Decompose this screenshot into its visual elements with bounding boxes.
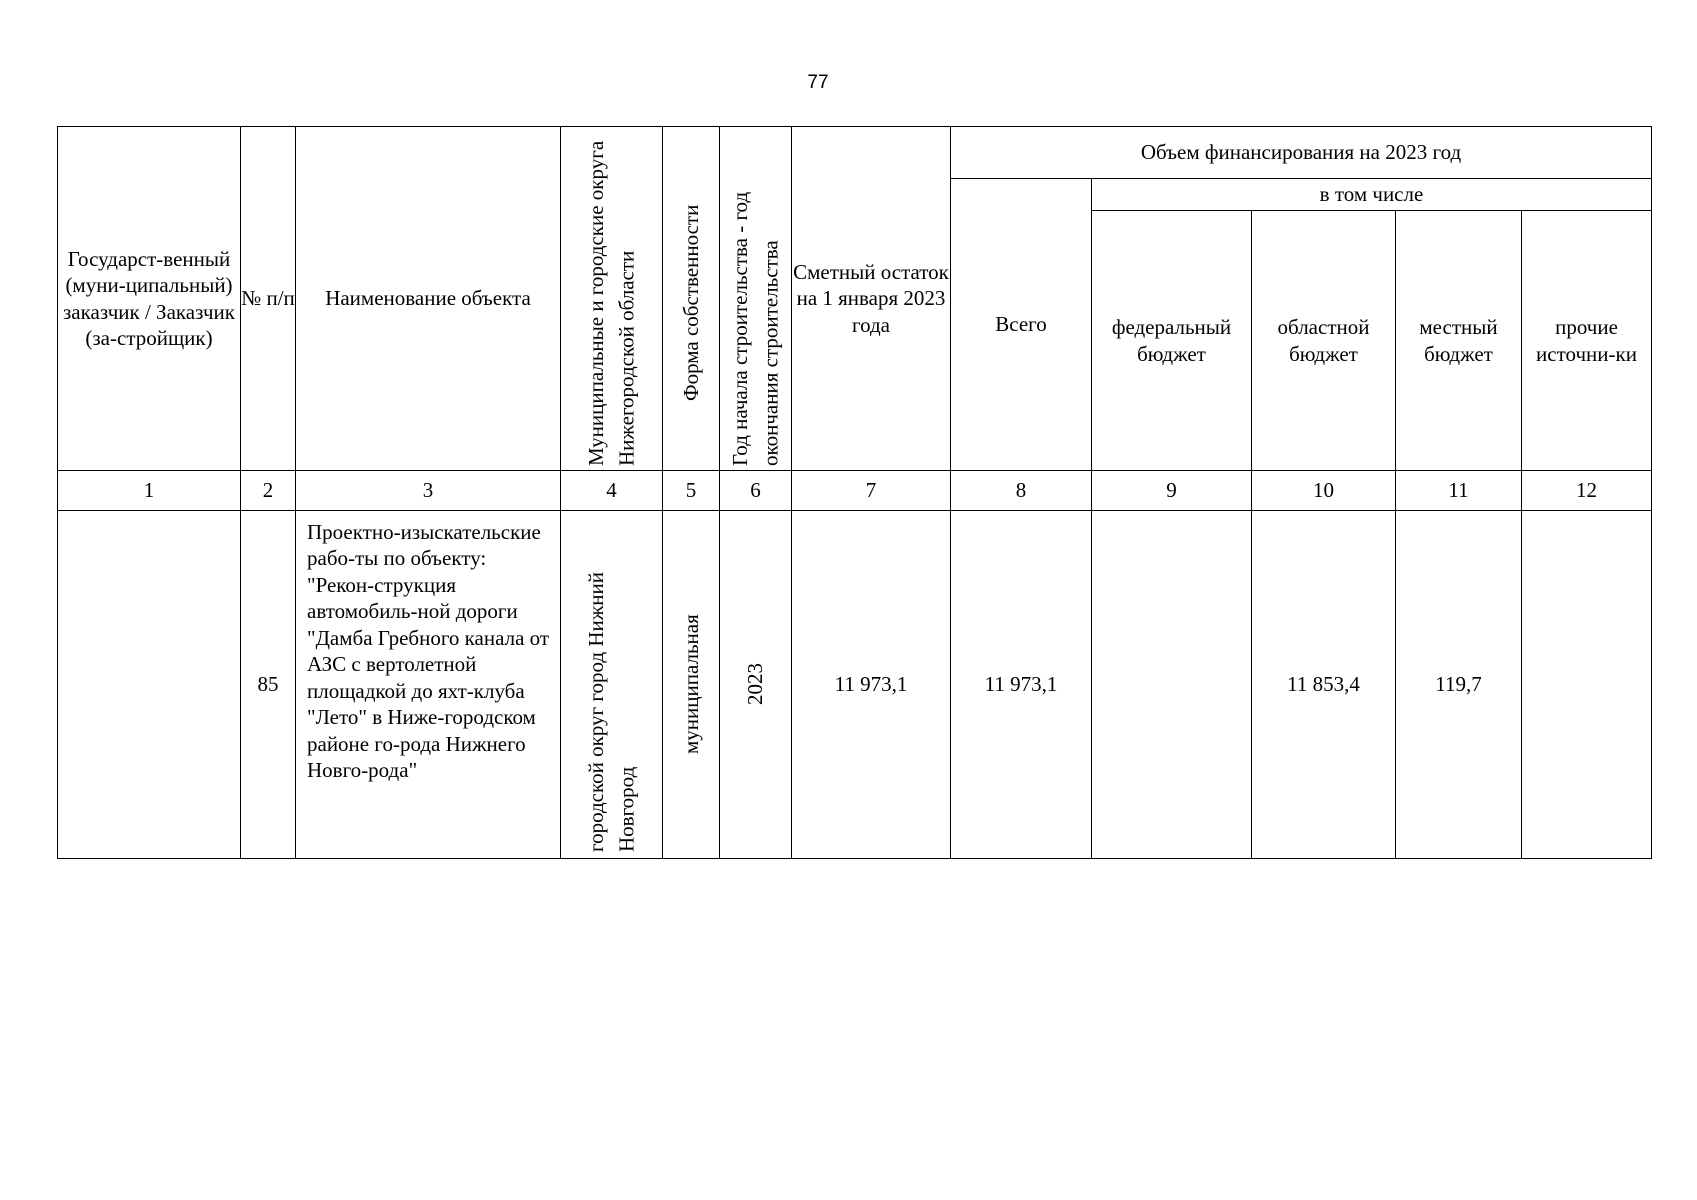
header-local: местный бюджет [1396, 211, 1522, 471]
column-number-2: 2 [241, 471, 296, 511]
header-estimated-balance: Сметный остаток на 1 января 2023 года [792, 127, 951, 471]
row-number: 85 [241, 511, 296, 859]
row-customer [58, 511, 241, 859]
row-total: 11 973,1 [951, 511, 1092, 859]
column-number-10: 10 [1252, 471, 1396, 511]
column-number-4: 4 [561, 471, 663, 511]
column-number-11: 11 [1396, 471, 1522, 511]
column-number-12: 12 [1522, 471, 1652, 511]
header-total: Всего [951, 179, 1092, 471]
header-row-1 [58, 127, 1652, 179]
page-number: 77 [807, 72, 829, 93]
column-number-5: 5 [663, 471, 720, 511]
table-row [58, 511, 1652, 859]
header-federal: федеральный бюджет [1092, 211, 1252, 471]
header-object-name: Наименование объекта [296, 127, 561, 471]
row-ownership-cell [663, 511, 720, 859]
row-municipality-cell [561, 511, 663, 859]
header-customer: Государст-венный (муни-ципальный) заказчик / Заказчик (за-стройщик) [58, 127, 241, 471]
header-years: Год начала строительства - год окончания строительства [728, 191, 783, 466]
header-regional: областной бюджет [1252, 211, 1396, 471]
row-object-name: Проектно-изыскательские рабо-ты по объекту: "Рекон-струкция автомобиль-ной дороги "Дамба Гребного канала от АЗС с вертолетной площадкой до яхт-клуба "Лето" в Ниже-городском районе го-рода Нижнего Новго-рода" [296, 511, 561, 859]
row-local: 119,7 [1396, 511, 1522, 859]
column-number-1: 1 [58, 471, 241, 511]
column-number-6: 6 [720, 471, 792, 511]
row-municipality: городской округ город Нижний Новгород [584, 572, 639, 852]
column-number-row [58, 471, 1652, 511]
column-number-8: 8 [951, 471, 1092, 511]
header-including: в том числе [1092, 179, 1652, 211]
header-municipality-cell [561, 127, 663, 471]
row-regional: 11 853,4 [1252, 511, 1396, 859]
row-years-cell [720, 511, 792, 859]
capital-construction-table [57, 126, 1652, 859]
row-years: 2023 [743, 663, 768, 706]
header-ownership: Форма собственности [678, 204, 703, 401]
header-number: № п/п [241, 127, 296, 471]
header-funding-group: Объем финансирования на 2023 год [951, 127, 1652, 179]
header-years-cell [720, 127, 792, 471]
row-ownership: муниципальная [678, 614, 703, 755]
column-number-9: 9 [1092, 471, 1252, 511]
row-other [1522, 511, 1652, 859]
row-estimated-balance: 11 973,1 [792, 511, 951, 859]
row-federal [1092, 511, 1252, 859]
header-municipality: Муниципальные и городские округа Нижегородской области [584, 140, 639, 466]
header-other: прочие источни-ки [1522, 211, 1652, 471]
column-number-3: 3 [296, 471, 561, 511]
column-number-7: 7 [792, 471, 951, 511]
header-ownership-cell [663, 127, 720, 471]
